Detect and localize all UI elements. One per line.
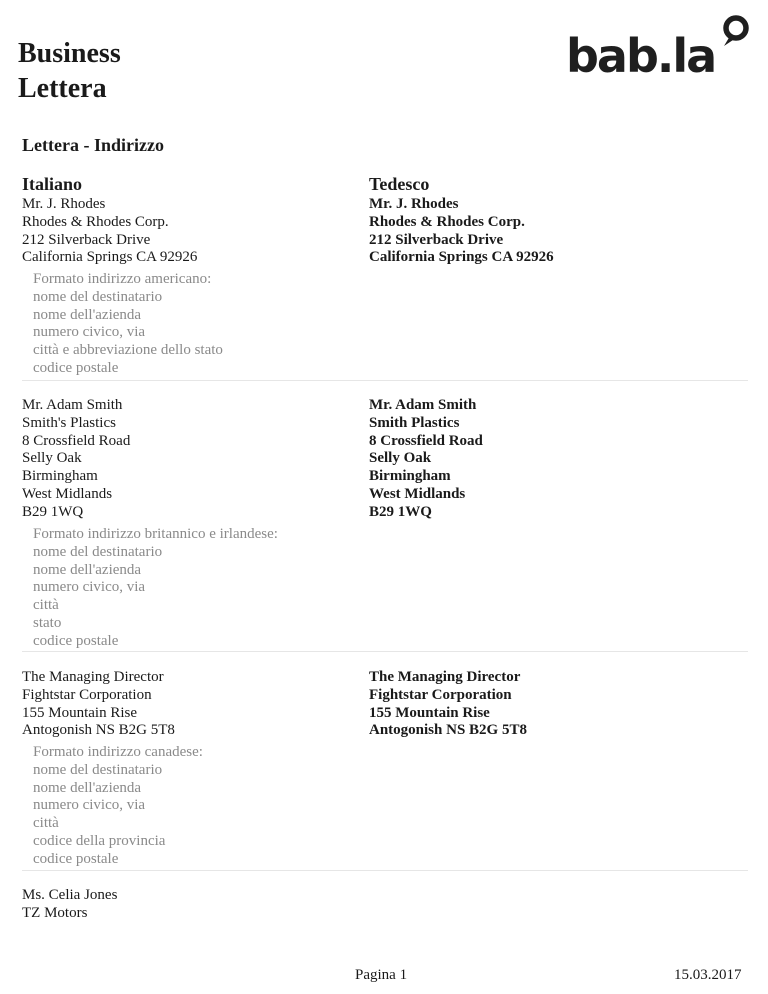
note-line: Formato indirizzo canadese: [33,744,203,760]
format-note [33,744,203,869]
entry-divider [22,870,748,871]
source-address [22,196,197,267]
address-line: Smith's Plastics [22,414,116,431]
entry-divider [22,651,748,652]
address-line: Fightstar Corporation [22,686,152,703]
note-line: nome del destinatario [33,288,163,305]
address-line: 212 Silverback Drive [22,231,151,248]
note-line: nome del destinatario [33,543,163,560]
address-line: B29 1WQ [22,503,84,520]
note-line: città [33,597,59,614]
address-line: California Springs CA 92926 [22,249,198,266]
address-line: California Springs CA 92926 [369,249,554,266]
address-line: Selly Oak [22,450,82,467]
format-note [33,271,223,378]
document-title [18,36,121,106]
address-line: B29 1WQ [369,503,432,520]
address-line: The Managing Director [369,669,521,685]
page-number: Pagina 1 [355,967,408,983]
target-address [369,397,483,522]
section-heading: Lettera - Indirizzo [22,135,164,155]
address-line: Rhodes & Rhodes Corp. [22,213,169,230]
address-line: Ms. Celia Jones [22,887,118,903]
note-line: numero civico, via [33,797,146,814]
address-line: 212 Silverback Drive [369,231,504,248]
note-line: città [33,815,59,832]
address-line: Birmingham [369,468,451,485]
format-note [33,526,278,651]
address-line: West Midlands [369,485,466,502]
document-title-line-2: Lettera [18,73,107,104]
column-heading-target: Tedesco [369,174,430,194]
note-line: stato [33,614,62,631]
note-line: nome dell'azienda [33,561,142,578]
babla-logo [566,14,752,78]
address-line: Smith Plastics [369,414,460,431]
address-line: Selly Oak [369,450,432,467]
document-title-line-1: Business [18,38,121,69]
address-line: Antogonish NS B2G 5T8 [22,722,175,739]
note-line: codice della provincia [33,832,166,849]
note-line: codice postale [33,850,119,867]
note-line: numero civico, via [33,324,146,341]
note-line: nome dell'azienda [33,779,142,796]
note-line: Formato indirizzo britannico e irlandese: [33,526,278,542]
address-line: Mr. J. Rhodes [22,196,106,212]
source-address [22,887,117,923]
address-line: Mr. J. Rhodes [369,196,459,212]
address-line: 8 Crossfield Road [369,432,483,449]
column-heading-source: Italiano [22,174,83,194]
note-line: nome dell'azienda [33,306,142,323]
note-line: nome del destinatario [33,761,163,778]
speech-bubble-icon [724,18,746,46]
document-date: 15.03.2017 [674,967,742,983]
babla-logo-text: bab.la [566,29,716,78]
address-line: Mr. Adam Smith [369,397,477,413]
address-line: Antogonish NS B2G 5T8 [369,722,527,739]
target-address [369,669,527,740]
address-line: Fightstar Corporation [369,686,512,703]
note-line: Formato indirizzo americano: [33,271,212,287]
entry-divider [22,380,748,381]
address-line: The Managing Director [22,669,164,685]
address-line: 8 Crossfield Road [22,432,131,449]
note-line: numero civico, via [33,579,146,596]
address-line: Birmingham [22,468,98,485]
address-line: 155 Mountain Rise [369,704,490,721]
address-line: 155 Mountain Rise [22,704,137,721]
note-line: città e abbreviazione dello stato [33,342,223,359]
address-line: Mr. Adam Smith [22,397,123,413]
note-line: codice postale [33,359,119,376]
address-line: TZ Motors [22,904,88,921]
source-address [22,669,175,740]
source-address [22,397,130,522]
target-address [369,196,554,267]
note-line: codice postale [33,632,119,649]
address-line: West Midlands [22,485,113,502]
address-line: Rhodes & Rhodes Corp. [369,213,525,230]
